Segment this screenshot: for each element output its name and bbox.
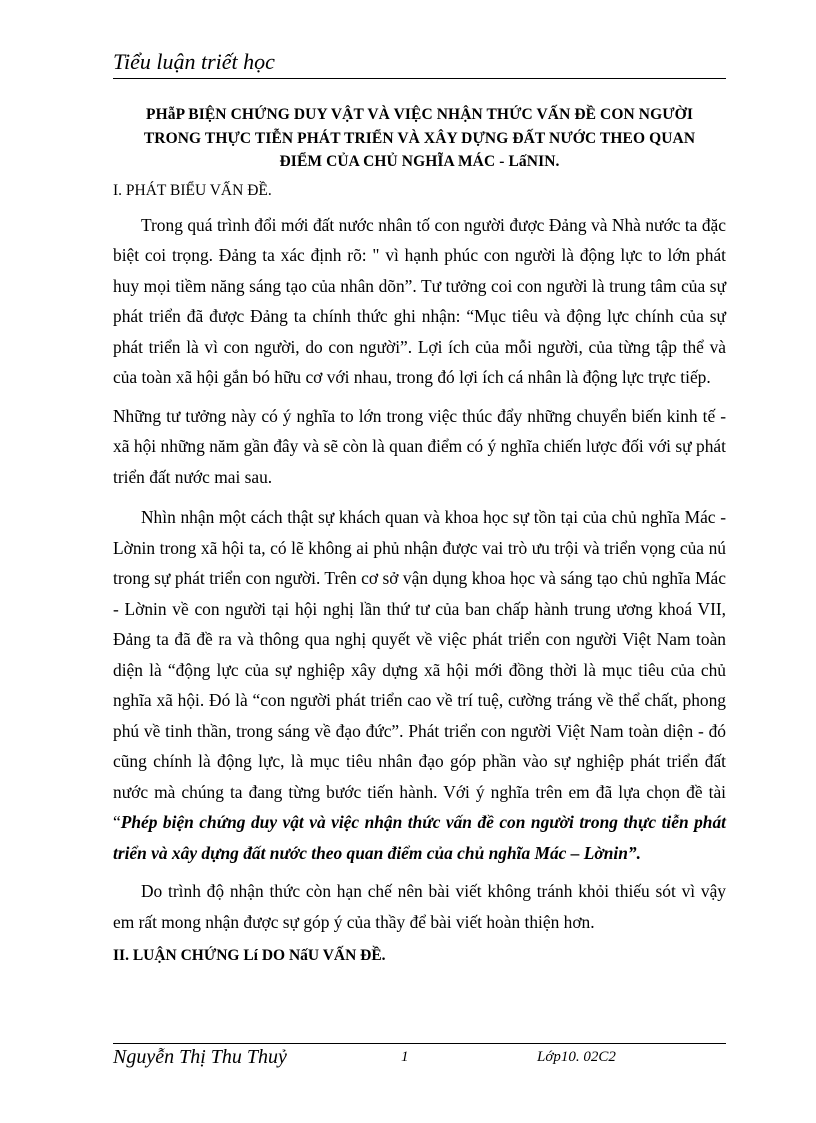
page-header	[113, 48, 726, 76]
page-footer	[113, 1046, 726, 1076]
paragraph-1: Trong quá trình đổi mới đất nước nhân tố con người được Đảng và Nhà nước ta đặc biệt coi trọng. Đảng ta xác định rõ: " vì hạnh phúc con người là động lực to lớn phát huy mọi tiềm năng sáng tạo của nhân dõn”. Tư tưởng coi con người là trung tâm của sự phát triển đã được Đảng ta chính thức ghi nhận: “Mục tiêu và động lực chính của sự phát triển là vì con người, do con người”. Lợi ích của mỗi người, của từng tập thể và của toàn xã hội gắn bó hữu cơ với nhau, trong đó lợi ích cá nhân là động lực trực tiếp.	[113, 214, 726, 387]
title-line-3: ĐIỂM CỦA CHỦ NGHĨA MÁC - LấNIN.	[279, 153, 560, 170]
section-1-heading: I. PHÁT BIỂU VẤN ĐỀ.	[113, 181, 272, 199]
topic-title-emphasis: Phép biện chứng duy vật và việc nhận thức vấn đề con người trong thực tiễn phát triển và xây dựng đất nước theo quan điểm của chủ nghĩa Mác – Lờnin	[113, 812, 726, 863]
header-title: Tiểu luận triết học	[113, 49, 275, 74]
paragraph-3	[113, 502, 726, 868]
paragraph-4: Do trình độ nhận thức còn hạn chế nên bài viết không tránh khỏi thiếu sót vì vậy em rất mong nhận được sự góp ý của thầy để bài viết hoàn thiện hơn.	[113, 881, 726, 932]
footer-author: Nguyễn Thị Thu Thuỷ	[113, 1046, 287, 1068]
title-line-1: PHẫP BIỆN CHỨNG DUY VẬT VÀ VIỆC NHẬN THỨC VẤN ĐỀ CON NGƯỜI	[146, 106, 693, 123]
page-number: 1	[401, 1049, 409, 1065]
paragraph-3-end: ”.	[627, 842, 641, 863]
footer-class: Lớp10. 02C2	[537, 1049, 616, 1065]
title-line-2: TRONG THỰC TIỄN PHÁT TRIỂN VÀ XÂY DỰNG ĐẤT NƯỚC THEO QUAN	[143, 129, 696, 147]
document-body	[113, 103, 726, 975]
footer-divider	[113, 1043, 726, 1044]
paragraph-2: Những tư tưởng này có ý nghĩa to lớn trong việc thúc đẩy những chuyển biến kinh tế - xã hội những năm gần đây và sẽ còn là quan điểm có ý nghĩa chiến lược đối với sự phát triển đất nước mai sau.	[113, 405, 726, 487]
paragraph-3-text: Nhìn nhận một cách thật sự khách quan và khoa học sự tồn tại của chủ nghĩa Mác - Lờnin trong xã hội ta, có lẽ không ai phủ nhận được vai trò ưu trội và triển vọng của nú trong sự phát triển con người. Trên cơ sở vận dụng khoa học và sáng tạo chủ nghĩa Mác - Lờnin về con người tại hội nghị lần thứ tư của ban chấp hành trung ương khoá VII, Đảng ta đã đề ra và thông qua nghị quyết về việc phát triển con người Việt Nam toàn diện là “động lực của sự nghiệp xây dựng xã hội mới đồng thời là mục tiêu của chủ nghĩa xã hội. Đó là “con người phát triển cao về trí tuệ, cường tráng về thể chất, phong phú về tinh thần, trong sáng về đạo đức”. Phát triển con người Việt Nam toàn diện - đó cũng chính là động lực, là mục tiêu nhân đạo góp phần vào sự nghiệp phát triển đất nước mà chúng ta đang từng bước tiến hành. Với ý nghĩa trên em đã lựa chọn đề tài “	[113, 507, 726, 832]
header-divider	[113, 78, 726, 79]
document-title	[113, 103, 726, 174]
section-2-heading: II. LUẬN CHỨNG Lí DO NấU VẤN ĐỀ.	[113, 947, 386, 964]
